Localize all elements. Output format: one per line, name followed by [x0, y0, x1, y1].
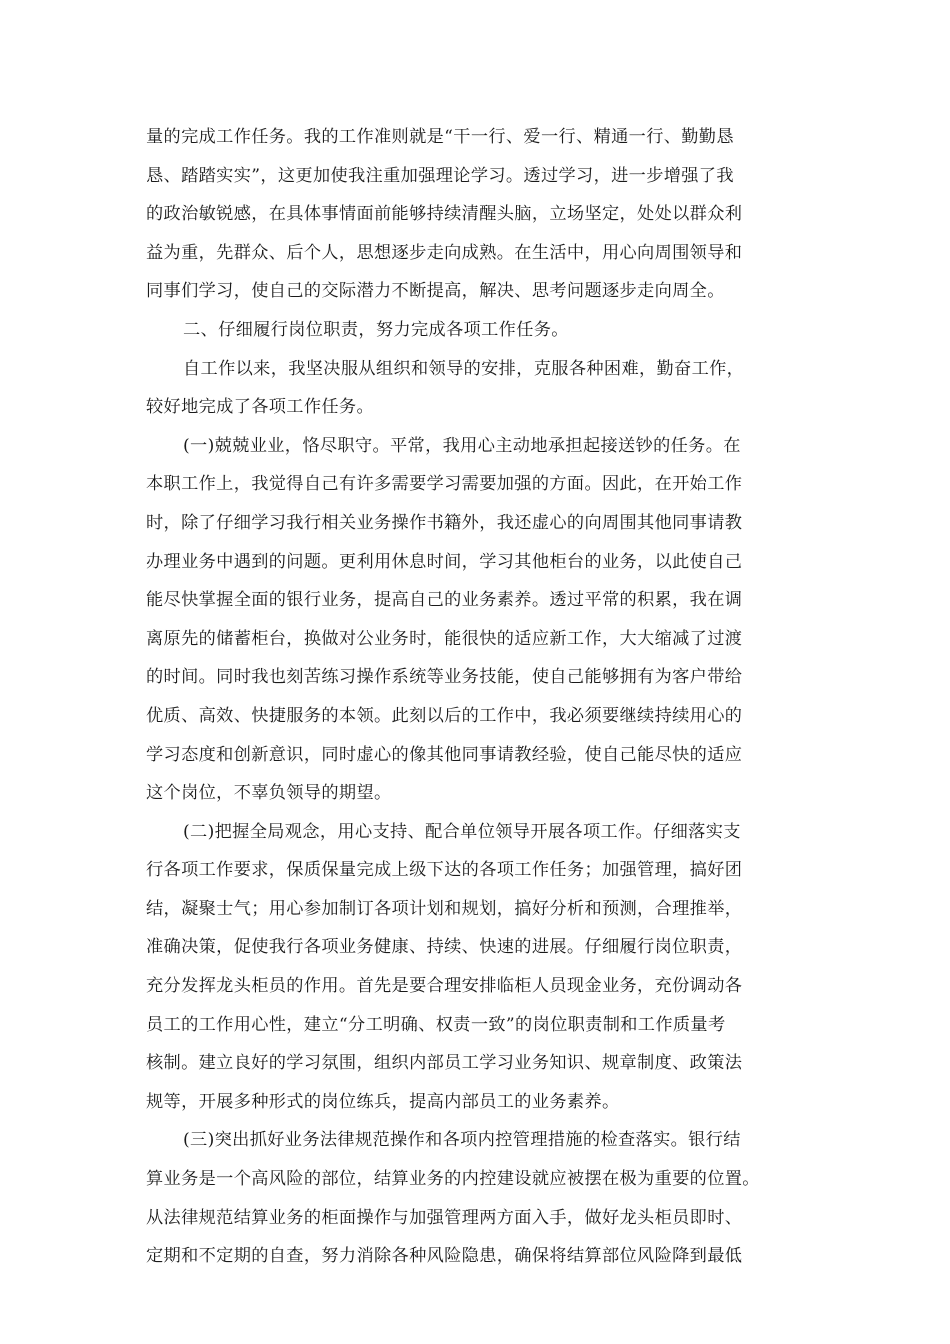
text-line: 离原先的储蓄柜台，换做对公业务时，能很快的适应新工作，大大缩减了过渡 [146, 628, 743, 649]
text-line: 能尽快掌握全面的银行业务，提高自己的业务素养。透过平常的积累，我在调 [146, 590, 743, 611]
text-line: 充分发挥龙头柜员的作用。首先是要合理安排临柜人员现金业务，充份调动各 [146, 976, 743, 997]
text-line: 较好地完成了各项工作任务。 [146, 397, 374, 418]
text-line: 的政治敏锐感，在具体事情面前能够持续清醒头脑，立场坚定，处处以群众利 [146, 204, 743, 225]
text-line: 的时间。同时我也刻苦练习操作系统等业务技能，使自己能够拥有为客户带给 [146, 667, 743, 688]
text-line: 核制。建立良好的学习氛围，组织内部员工学习业务知识、规章制度、政策法 [146, 1053, 743, 1074]
text-line: 量的完成工作任务。我的工作准则就是“干一行、爱一行、精通一行、勤勤恳 [146, 127, 734, 147]
text-line: 学习态度和创新意识，同时虚心的像其他同事请教经验，使自己能尽快的适应 [146, 744, 743, 765]
text-line: 这个岗位，不辜负领导的期望。 [146, 783, 392, 804]
text-line: (一)兢兢业业，恪尽职守。平常，我用心主动地承担起接送钞的任务。在 [183, 435, 741, 456]
text-line: 优质、高效、快捷服务的本领。此刻以后的工作中，我必须要继续持续用心的 [146, 705, 743, 726]
text-line: 同事们学习，使自己的交际潜力不断提高，解决、思考问题逐步走向周全。 [146, 281, 725, 302]
text-line: 行各项工作要求，保质保量完成上级下达的各项工作任务；加强管理，搞好团 [146, 860, 743, 881]
text-line: 办理业务中遇到的问题。更利用休息时间，学习其他柜台的业务，以此使自己 [146, 551, 743, 572]
document-page [146, 118, 806, 1276]
text-line: 恳、踏踏实实”，这更加使我注重加强理论学习。透过学习，进一步增强了我 [146, 165, 734, 186]
text-line: (三)突出抓好业务法律规范操作和各项内控管理措施的检查落实。银行结 [183, 1130, 741, 1151]
text-line: (二)把握全局观念，用心支持、配合单位领导开展各项工作。仔细落实支 [183, 821, 741, 842]
text-line: 益为重，先群众、后个人，思想逐步走向成熟。在生活中，用心向周围领导和 [146, 242, 743, 263]
text-line: 时，除了仔细学习我行相关业务操作书籍外，我还虚心的向周围其他同事请教 [146, 512, 743, 533]
text-line: 规等，开展多种形式的岗位练兵，提高内部员工的业务素养。 [146, 1091, 620, 1112]
text-line: 自工作以来，我坚决服从组织和领导的安排，克服各种困难，勤奋工作， [183, 358, 745, 379]
text-line: 二、仔细履行岗位职责，努力完成各项工作任务。 [183, 319, 569, 340]
text-line: 从法律规范结算业务的柜面操作与加强管理两方面入手，做好龙头柜员即时、 [146, 1207, 743, 1228]
text-line: 本职工作上，我觉得自己有许多需要学习需要加强的方面。因此，在开始工作 [146, 474, 743, 495]
text-line: 员工的工作用心性，建立“分工明确、权责一致”的岗位职责制和工作质量考 [146, 1014, 726, 1035]
text-line: 定期和不定期的自查，努力消除各种风险隐患，确保将结算部位风险降到最低 [146, 1246, 743, 1267]
text-line: 算业务是一个高风险的部位，结算业务的内控建设就应被摆在极为重要的位置。 [146, 1169, 760, 1190]
text-line: 准确决策，促使我行各项业务健康、持续、快速的进展。仔细履行岗位职责， [146, 937, 743, 958]
text-line: 结，凝聚士气；用心参加制订各项计划和规划，搞好分析和预测，合理推举， [146, 898, 743, 919]
